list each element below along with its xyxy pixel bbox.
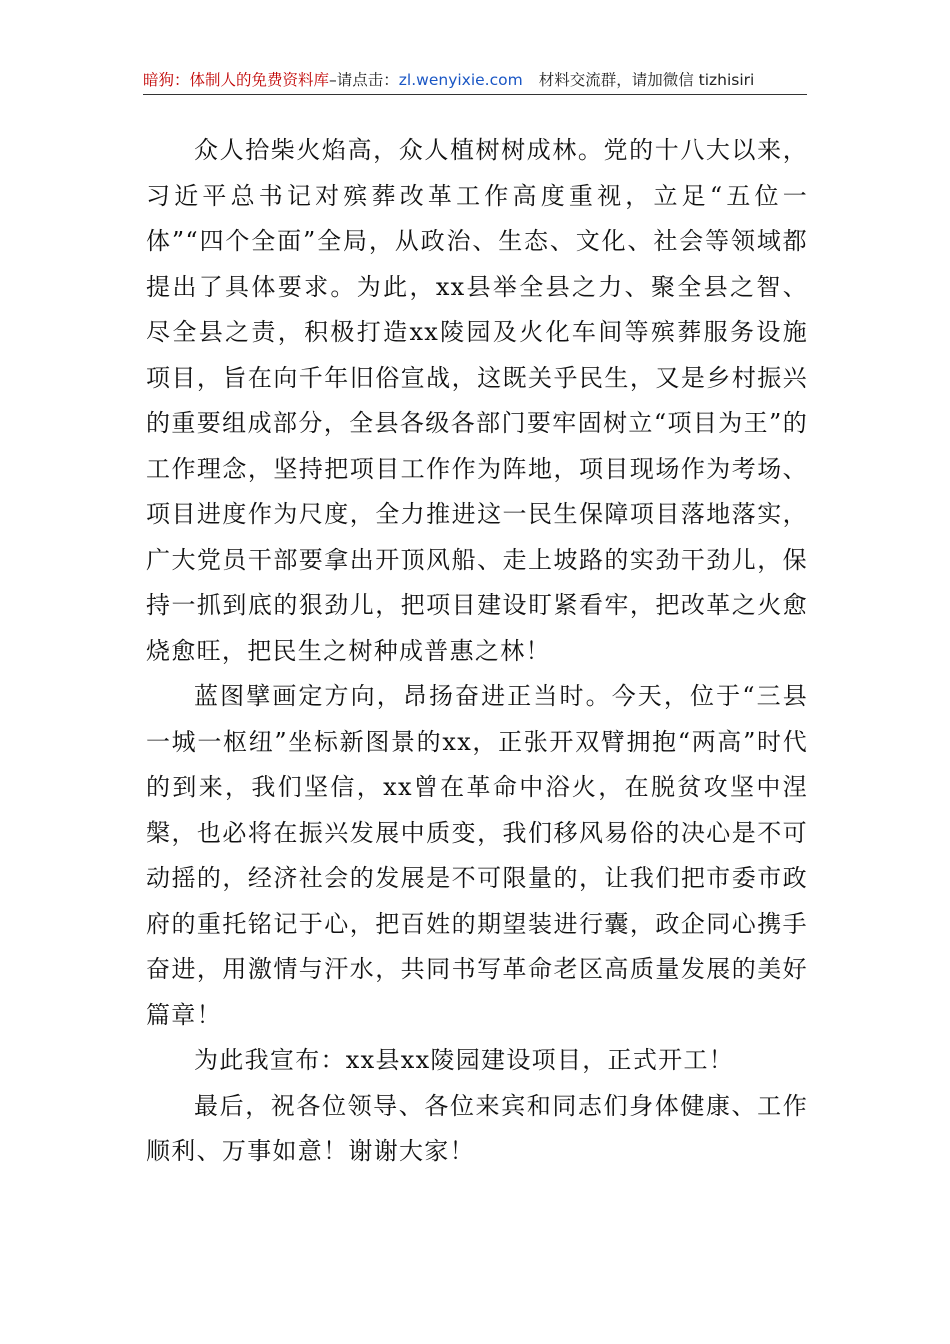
page-header — [143, 66, 807, 95]
body-paragraph-1: 众人拾柴火焰高，众人植树树成林。党的十八大以来，习近平总书记对殡葬改革工作高度重视，立足“五位一体”“四个全面”全局，从政治、生态、文化、社会等领域都提出了具体要求。为此，xx县举全县之力、聚全县之智、尽全县之责，积极打造xx陵园及火化车间等殡葬服务设施项目，旨在向千年旧俗宣战，这既关乎民生，又是乡村振兴的重要组成部分，全县各级各部门要牢固树立“项目为王”的工作理念，坚持把项目工作作为阵地，项目现场作为考场、项目进度作为尺度，全力推进这一民生保障项目落地落实，广大党员干部要拿出开顶风船、走上坡路的实劲干劲儿，保持一抓到底的狠劲儿，把项目建设盯紧看牢，把改革之火愈烧愈旺，把民生之树种成普惠之林！ — [146, 136, 808, 665]
header-brand: 暗狗：体制人的免费资料库 — [143, 71, 330, 89]
body-paragraph-4: 最后，祝各位领导、各位来宾和同志们身体健康、工作顺利、万事如意！谢谢大家！ — [146, 1091, 808, 1165]
header-wechat-note: 材料交流群，请加微信 tizhisiri — [538, 71, 755, 89]
header-click-label: –请点击： — [329, 71, 399, 89]
body-paragraph-2: 蓝图擘画定方向，昂扬奋进正当时。今天，位于“三县一城一枢纽”坐标新图景的xx，正张开双臂拥抱“两高”时代的到来，我们坚信，xx曾在革命中浴火，在脱贫攻坚中涅槃，也必将在振兴发展中质变，我们移风易俗的决心是不可动摇的，经济社会的发展是不可限量的，让我们把市委市政府的重托铭记于心，把百姓的期望装进行囊，政企同心携手奋进，用激情与汗水，共同书写革命老区高质量发展的美好篇章！ — [146, 682, 808, 1029]
body-paragraph-3: 为此我宣布：xx县xx陵园建设项目，正式开工！ — [194, 1046, 735, 1074]
header-link[interactable]: zl.wenyixie.com — [398, 71, 523, 89]
document-body — [146, 128, 808, 1175]
